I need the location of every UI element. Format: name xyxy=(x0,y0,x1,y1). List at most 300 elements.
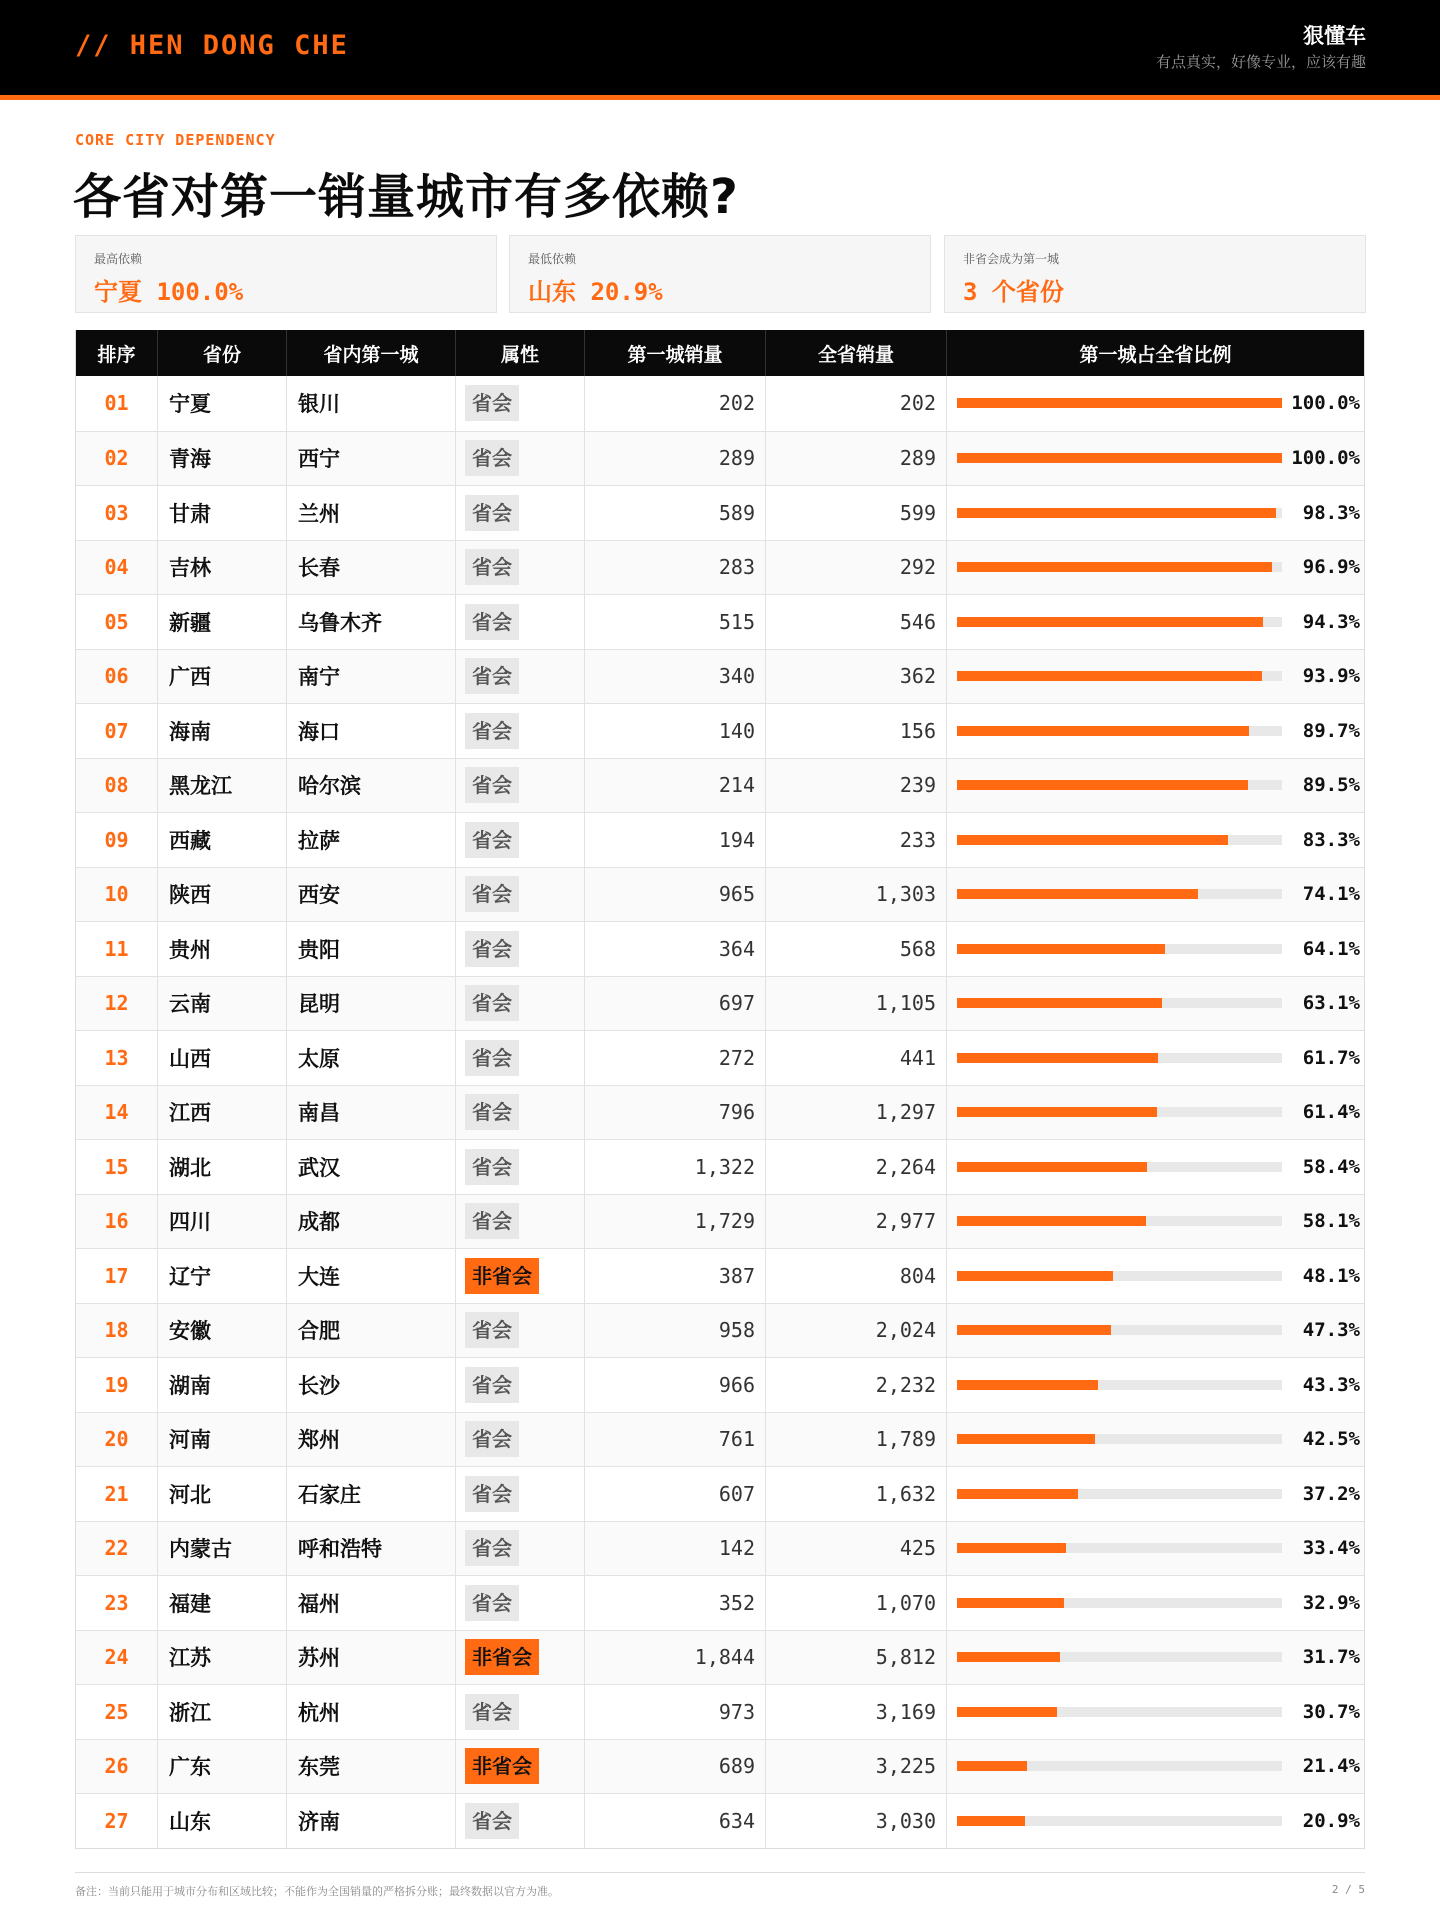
share-percent: 21.4% xyxy=(1302,1755,1360,1778)
city-sales-cell: 283 xyxy=(585,541,766,595)
share-bar-track xyxy=(957,1325,1282,1335)
capital-badge: 省会 xyxy=(465,1312,519,1348)
city-cell: 哈尔滨 xyxy=(287,759,456,813)
capital-badge: 省会 xyxy=(465,1530,519,1566)
city-sales-cell: 761 xyxy=(585,1413,766,1467)
share-bar-track xyxy=(957,671,1282,681)
province-sales-cell: 292 xyxy=(766,541,947,595)
province-sales-cell: 5,812 xyxy=(766,1631,947,1685)
province-sales-cell: 599 xyxy=(766,486,947,540)
share-percent: 61.4% xyxy=(1302,1101,1360,1124)
table-row xyxy=(76,1793,1364,1848)
stat-value: 3 个省份 xyxy=(963,278,1064,306)
brand-slogan: 有点真实，好像专业，应该有趣 xyxy=(1155,53,1366,71)
province-cell: 贵州 xyxy=(158,922,287,976)
capital-badge: 省会 xyxy=(465,1585,519,1621)
share-bar-track xyxy=(957,1489,1282,1499)
share-bar-fill xyxy=(957,1761,1027,1771)
province-sales-cell: 156 xyxy=(766,704,947,758)
share-cell xyxy=(947,1631,1364,1685)
share-cell xyxy=(947,1685,1364,1739)
province-cell: 浙江 xyxy=(158,1685,287,1739)
rank-cell: 22 xyxy=(76,1522,158,1576)
city-sales-cell: 634 xyxy=(585,1794,766,1848)
table-row xyxy=(76,1412,1364,1467)
share-percent: 100.0% xyxy=(1291,447,1360,470)
city-sales-cell: 352 xyxy=(585,1576,766,1630)
share-bar-track xyxy=(957,398,1282,408)
city-cell: 海口 xyxy=(287,704,456,758)
attribute-cell xyxy=(456,977,585,1031)
province-cell: 海南 xyxy=(158,704,287,758)
share-bar-fill xyxy=(957,671,1262,681)
share-percent: 58.4% xyxy=(1302,1155,1360,1178)
province-sales-cell: 441 xyxy=(766,1031,947,1085)
rank-cell: 26 xyxy=(76,1740,158,1794)
province-sales-cell: 362 xyxy=(766,650,947,704)
city-sales-cell: 589 xyxy=(585,486,766,540)
share-percent: 100.0% xyxy=(1291,392,1360,415)
city-cell: 苏州 xyxy=(287,1631,456,1685)
share-cell xyxy=(947,1794,1364,1848)
province-cell: 吉林 xyxy=(158,541,287,595)
share-percent: 47.3% xyxy=(1302,1319,1360,1342)
city-sales-cell: 689 xyxy=(585,1740,766,1794)
capital-badge: 省会 xyxy=(465,1149,519,1185)
table-row xyxy=(76,703,1364,758)
city-cell: 福州 xyxy=(287,1576,456,1630)
province-cell: 广西 xyxy=(158,650,287,704)
header-city-sales: 第一城销量 xyxy=(585,330,766,376)
stat-card-non-capital xyxy=(944,235,1366,313)
table-row xyxy=(76,1139,1364,1194)
share-bar-fill xyxy=(957,1271,1113,1281)
province-sales-cell: 3,030 xyxy=(766,1794,947,1848)
share-percent: 32.9% xyxy=(1302,1591,1360,1614)
capital-badge: 省会 xyxy=(465,658,519,694)
city-cell: 济南 xyxy=(287,1794,456,1848)
rank-cell: 16 xyxy=(76,1195,158,1249)
share-bar-track xyxy=(957,1707,1282,1717)
share-bar-fill xyxy=(957,398,1282,408)
province-cell: 广东 xyxy=(158,1740,287,1794)
capital-badge: 省会 xyxy=(465,1203,519,1239)
capital-badge: 省会 xyxy=(465,604,519,640)
province-cell: 西藏 xyxy=(158,813,287,867)
rank-cell: 07 xyxy=(76,704,158,758)
province-sales-cell: 2,232 xyxy=(766,1358,947,1412)
share-cell xyxy=(947,868,1364,922)
province-cell: 辽宁 xyxy=(158,1249,287,1303)
header-rank: 排序 xyxy=(76,330,158,376)
rank-cell: 12 xyxy=(76,977,158,1031)
share-bar-track xyxy=(957,562,1282,572)
city-cell: 太原 xyxy=(287,1031,456,1085)
attribute-cell xyxy=(456,1522,585,1576)
table-row xyxy=(76,1194,1364,1249)
province-cell: 湖南 xyxy=(158,1358,287,1412)
share-cell xyxy=(947,1140,1364,1194)
share-cell xyxy=(947,650,1364,704)
share-percent: 58.1% xyxy=(1302,1210,1360,1233)
share-cell xyxy=(947,1358,1364,1412)
share-bar-fill xyxy=(957,1434,1095,1444)
share-cell xyxy=(947,376,1364,431)
share-bar-fill xyxy=(957,453,1282,463)
province-sales-cell: 3,225 xyxy=(766,1740,947,1794)
capital-badge: 省会 xyxy=(465,985,519,1021)
attribute-cell xyxy=(456,1685,585,1739)
share-bar-fill xyxy=(957,508,1276,518)
attribute-cell xyxy=(456,1631,585,1685)
capital-badge: 省会 xyxy=(465,385,519,421)
share-percent: 93.9% xyxy=(1302,665,1360,688)
province-sales-cell: 3,169 xyxy=(766,1685,947,1739)
share-percent: 89.7% xyxy=(1302,719,1360,742)
city-cell: 大连 xyxy=(287,1249,456,1303)
rank-cell: 11 xyxy=(76,922,158,976)
province-cell: 新疆 xyxy=(158,595,287,649)
capital-badge: 省会 xyxy=(465,1040,519,1076)
share-percent: 74.1% xyxy=(1302,883,1360,906)
share-percent: 89.5% xyxy=(1302,774,1360,797)
share-percent: 20.9% xyxy=(1302,1809,1360,1832)
share-bar-fill xyxy=(957,835,1228,845)
province-cell: 内蒙古 xyxy=(158,1522,287,1576)
attribute-cell xyxy=(456,595,585,649)
city-cell: 石家庄 xyxy=(287,1467,456,1521)
attribute-cell xyxy=(456,813,585,867)
share-percent: 30.7% xyxy=(1302,1700,1360,1723)
attribute-cell xyxy=(456,704,585,758)
province-cell: 江苏 xyxy=(158,1631,287,1685)
province-sales-cell: 804 xyxy=(766,1249,947,1303)
stat-label: 非省会成为第一城 xyxy=(963,252,1060,266)
share-bar-fill xyxy=(957,617,1263,627)
attribute-cell xyxy=(456,1195,585,1249)
share-cell xyxy=(947,432,1364,486)
city-sales-cell: 965 xyxy=(585,868,766,922)
brand-wordmark: // HEN DONG CHE xyxy=(75,30,349,61)
attribute-cell xyxy=(456,1576,585,1630)
share-cell xyxy=(947,1467,1364,1521)
province-sales-cell: 239 xyxy=(766,759,947,813)
attribute-cell xyxy=(456,1086,585,1140)
city-cell: 东莞 xyxy=(287,1740,456,1794)
share-bar-track xyxy=(957,1380,1282,1390)
share-cell xyxy=(947,759,1364,813)
non-capital-badge: 非省会 xyxy=(465,1748,539,1784)
city-sales-cell: 214 xyxy=(585,759,766,813)
share-percent: 63.1% xyxy=(1302,992,1360,1015)
table-row xyxy=(76,1630,1364,1685)
province-sales-cell: 1,303 xyxy=(766,868,947,922)
city-cell: 西宁 xyxy=(287,432,456,486)
share-bar-fill xyxy=(957,1053,1158,1063)
province-cell: 四川 xyxy=(158,1195,287,1249)
share-bar-fill xyxy=(957,944,1165,954)
rank-cell: 20 xyxy=(76,1413,158,1467)
table-row xyxy=(76,540,1364,595)
province-sales-cell: 2,024 xyxy=(766,1304,947,1358)
stat-label: 最高依赖 xyxy=(94,252,143,266)
rank-cell: 02 xyxy=(76,432,158,486)
header-accent-line xyxy=(0,95,1440,100)
city-sales-cell: 142 xyxy=(585,1522,766,1576)
rank-cell: 25 xyxy=(76,1685,158,1739)
city-sales-cell: 515 xyxy=(585,595,766,649)
city-sales-cell: 387 xyxy=(585,1249,766,1303)
attribute-cell xyxy=(456,1249,585,1303)
dependency-table xyxy=(75,330,1365,1849)
province-sales-cell: 1,789 xyxy=(766,1413,947,1467)
non-capital-badge: 非省会 xyxy=(465,1639,539,1675)
table-body xyxy=(76,376,1364,1848)
header-province-sales: 全省销量 xyxy=(766,330,947,376)
capital-badge: 省会 xyxy=(465,1476,519,1512)
share-cell xyxy=(947,1413,1364,1467)
province-sales-cell: 233 xyxy=(766,813,947,867)
rank-cell: 03 xyxy=(76,486,158,540)
capital-badge: 省会 xyxy=(465,767,519,803)
share-percent: 98.3% xyxy=(1302,501,1360,524)
share-bar-fill xyxy=(957,1652,1060,1662)
share-bar-track xyxy=(957,726,1282,736)
attribute-cell xyxy=(456,376,585,431)
city-sales-cell: 966 xyxy=(585,1358,766,1412)
province-cell: 青海 xyxy=(158,432,287,486)
table-row xyxy=(76,594,1364,649)
share-bar-track xyxy=(957,944,1282,954)
share-percent: 48.1% xyxy=(1302,1264,1360,1287)
attribute-cell xyxy=(456,650,585,704)
attribute-cell xyxy=(456,1413,585,1467)
share-bar-fill xyxy=(957,998,1162,1008)
share-cell xyxy=(947,1304,1364,1358)
city-sales-cell: 364 xyxy=(585,922,766,976)
city-sales-cell: 140 xyxy=(585,704,766,758)
table-row xyxy=(76,1357,1364,1412)
province-cell: 甘肃 xyxy=(158,486,287,540)
attribute-cell xyxy=(456,759,585,813)
city-cell: 武汉 xyxy=(287,1140,456,1194)
table-row xyxy=(76,1739,1364,1794)
header-attribute: 属性 xyxy=(456,330,585,376)
share-cell xyxy=(947,595,1364,649)
share-bar-fill xyxy=(957,1216,1146,1226)
table-row xyxy=(76,812,1364,867)
attribute-cell xyxy=(456,1140,585,1194)
province-cell: 河南 xyxy=(158,1413,287,1467)
city-cell: 南昌 xyxy=(287,1086,456,1140)
province-sales-cell: 289 xyxy=(766,432,947,486)
non-capital-badge: 非省会 xyxy=(465,1258,539,1294)
province-sales-cell: 546 xyxy=(766,595,947,649)
capital-badge: 省会 xyxy=(465,1694,519,1730)
rank-cell: 21 xyxy=(76,1467,158,1521)
city-sales-cell: 958 xyxy=(585,1304,766,1358)
attribute-cell xyxy=(456,541,585,595)
province-cell: 山东 xyxy=(158,1794,287,1848)
attribute-cell xyxy=(456,1467,585,1521)
capital-badge: 省会 xyxy=(465,876,519,912)
share-percent: 37.2% xyxy=(1302,1482,1360,1505)
table-row xyxy=(76,1030,1364,1085)
province-cell: 云南 xyxy=(158,977,287,1031)
capital-badge: 省会 xyxy=(465,1803,519,1839)
city-sales-cell: 796 xyxy=(585,1086,766,1140)
share-percent: 64.1% xyxy=(1302,937,1360,960)
share-bar-fill xyxy=(957,1489,1078,1499)
province-cell: 山西 xyxy=(158,1031,287,1085)
rank-cell: 01 xyxy=(76,376,158,431)
share-bar-track xyxy=(957,1216,1282,1226)
share-cell xyxy=(947,1522,1364,1576)
brand-name: 狠懂车 xyxy=(1303,24,1366,48)
share-percent: 61.7% xyxy=(1302,1046,1360,1069)
share-bar-track xyxy=(957,998,1282,1008)
table-row xyxy=(76,867,1364,922)
attribute-cell xyxy=(456,1358,585,1412)
city-cell: 长沙 xyxy=(287,1358,456,1412)
table-row xyxy=(76,1085,1364,1140)
rank-cell: 09 xyxy=(76,813,158,867)
share-bar-fill xyxy=(957,1543,1066,1553)
city-cell: 西安 xyxy=(287,868,456,922)
page-number: 2 / 5 xyxy=(1331,1883,1365,1896)
top-bar xyxy=(0,0,1440,95)
share-bar-track xyxy=(957,1053,1282,1063)
table-row xyxy=(76,1248,1364,1303)
share-cell xyxy=(947,1249,1364,1303)
province-sales-cell: 1,632 xyxy=(766,1467,947,1521)
province-sales-cell: 1,105 xyxy=(766,977,947,1031)
attribute-cell xyxy=(456,1740,585,1794)
attribute-cell xyxy=(456,1031,585,1085)
province-cell: 河北 xyxy=(158,1467,287,1521)
share-bar-fill xyxy=(957,1707,1057,1717)
capital-badge: 省会 xyxy=(465,1421,519,1457)
attribute-cell xyxy=(456,1304,585,1358)
share-bar-fill xyxy=(957,1107,1157,1117)
share-cell xyxy=(947,1740,1364,1794)
capital-badge: 省会 xyxy=(465,713,519,749)
share-percent: 33.4% xyxy=(1302,1537,1360,1560)
rank-cell: 27 xyxy=(76,1794,158,1848)
city-cell: 昆明 xyxy=(287,977,456,1031)
table-row xyxy=(76,485,1364,540)
attribute-cell xyxy=(456,922,585,976)
header-share: 第一城占全省比例 xyxy=(1079,343,1232,366)
province-cell: 湖北 xyxy=(158,1140,287,1194)
share-bar-fill xyxy=(957,562,1272,572)
share-cell xyxy=(947,704,1364,758)
province-sales-cell: 2,977 xyxy=(766,1195,947,1249)
share-bar-track xyxy=(957,1652,1282,1662)
footer-divider xyxy=(75,1872,1365,1873)
rank-cell: 06 xyxy=(76,650,158,704)
share-bar-track xyxy=(957,453,1282,463)
share-bar-track xyxy=(957,1107,1282,1117)
stat-label: 最低依赖 xyxy=(528,252,577,266)
city-cell: 南宁 xyxy=(287,650,456,704)
city-cell: 成都 xyxy=(287,1195,456,1249)
table-row xyxy=(76,1575,1364,1630)
rank-cell: 10 xyxy=(76,868,158,922)
province-cell: 福建 xyxy=(158,1576,287,1630)
share-bar-track xyxy=(957,780,1282,790)
rank-cell: 08 xyxy=(76,759,158,813)
table-row xyxy=(76,758,1364,813)
share-percent: 83.3% xyxy=(1302,828,1360,851)
share-percent: 96.9% xyxy=(1302,556,1360,579)
share-bar-track xyxy=(957,1162,1282,1172)
attribute-cell xyxy=(456,486,585,540)
table-row xyxy=(76,1684,1364,1739)
share-percent: 31.7% xyxy=(1302,1646,1360,1669)
rank-cell: 24 xyxy=(76,1631,158,1685)
rank-cell: 14 xyxy=(76,1086,158,1140)
share-percent: 42.5% xyxy=(1302,1428,1360,1451)
capital-badge: 省会 xyxy=(465,440,519,476)
city-sales-cell: 1,729 xyxy=(585,1195,766,1249)
stat-card-lowest xyxy=(509,235,931,313)
share-cell xyxy=(947,1576,1364,1630)
table-row xyxy=(76,1303,1364,1358)
table-row xyxy=(76,649,1364,704)
rank-cell: 23 xyxy=(76,1576,158,1630)
city-sales-cell: 697 xyxy=(585,977,766,1031)
share-bar-fill xyxy=(957,1598,1064,1608)
attribute-cell xyxy=(456,432,585,486)
share-bar-fill xyxy=(957,1816,1025,1826)
share-cell xyxy=(947,486,1364,540)
attribute-cell xyxy=(456,1794,585,1848)
table-row xyxy=(76,431,1364,486)
share-cell xyxy=(947,1086,1364,1140)
capital-badge: 省会 xyxy=(465,822,519,858)
city-cell: 杭州 xyxy=(287,1685,456,1739)
share-bar-fill xyxy=(957,726,1249,736)
city-cell: 合肥 xyxy=(287,1304,456,1358)
city-cell: 呼和浩特 xyxy=(287,1522,456,1576)
city-cell: 长春 xyxy=(287,541,456,595)
rank-cell: 04 xyxy=(76,541,158,595)
capital-badge: 省会 xyxy=(465,931,519,967)
header-province: 省份 xyxy=(158,330,287,376)
footnote: 备注：当前只能用于城市分布和区域比较；不能作为全国销量的严格拆分账；最终数据以官方为准。 xyxy=(75,1885,559,1898)
table-header xyxy=(76,330,1364,376)
share-bar-track xyxy=(957,835,1282,845)
share-bar-track xyxy=(957,889,1282,899)
rank-cell: 05 xyxy=(76,595,158,649)
city-cell: 乌鲁木齐 xyxy=(287,595,456,649)
city-cell: 银川 xyxy=(287,376,456,431)
city-sales-cell: 1,322 xyxy=(585,1140,766,1194)
province-cell: 黑龙江 xyxy=(158,759,287,813)
share-bar-track xyxy=(957,1761,1282,1771)
share-bar-fill xyxy=(957,889,1198,899)
share-cell xyxy=(947,922,1364,976)
capital-badge: 省会 xyxy=(465,1367,519,1403)
share-cell xyxy=(947,977,1364,1031)
table-row xyxy=(76,1521,1364,1576)
attribute-cell xyxy=(456,868,585,922)
share-bar-track xyxy=(957,1434,1282,1444)
share-bar-track xyxy=(957,508,1282,518)
province-cell: 江西 xyxy=(158,1086,287,1140)
city-sales-cell: 340 xyxy=(585,650,766,704)
